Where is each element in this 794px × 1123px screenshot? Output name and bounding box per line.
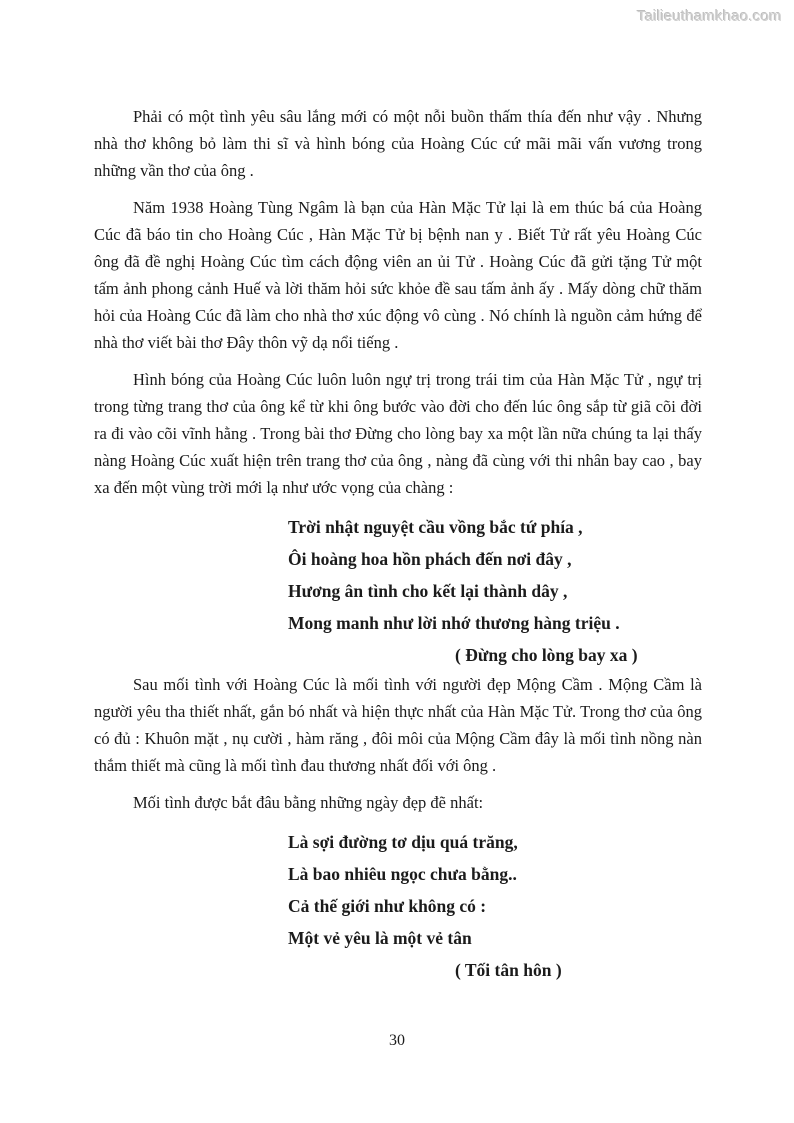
paragraph-4: Sau mối tình với Hoàng Cúc là mối tình với người đẹp Mộng Cầm . Mộng Cầm là người yêu tha thiết nhất, gắn bó nhất và hiện thực nhất của Hàn Mặc Tử. Trong thơ của ông có đủ : Khuôn mặt , nụ cười , hàm răng , đôi môi của Mộng Cầm đây là mối tình nồng nàn thắm thiết mà cũng là mối tình đau thương nhất đối với ông . [94,675,702,775]
poem-line: Trời nhật nguyệt cầu vồng bắc tứ phía , [288,517,583,537]
paragraph-5: Mối tình được bắt đâu bằng những ngày đẹp đẽ nhất: [133,793,484,812]
watermark: Tailieuthamkhao.com [637,8,782,25]
paragraph-2: Năm 1938 Hoàng Tùng Ngâm là bạn của Hàn Mặc Tử lại là em thúc bá của Hoàng Cúc đã báo tin cho Hoàng Cúc , Hàn Mặc Tử bị bệnh nan y . Biết Tử rất yêu Hoàng Cúc ông đã đề nghị Hoàng Cúc tìm cách động viên an ủi Tử . Hoàng Cúc đã gửi tặng Tử một tấm ảnh phong cảnh Huế và lời thăm hỏi sức khỏe đề sau tấm ảnh ấy . Mấy dòng chữ thăm hỏi của Hoàng Cúc đã làm cho nhà thơ xúc động vô cùng . Nó chính là nguồn cảm hứng để nhà thơ viết bài thơ Đây thôn vỹ dạ nổi tiếng . [94,198,702,352]
poem-line: Mong manh như lời nhớ thương hàng triệu . [288,613,620,633]
page-number: 30 [389,1032,405,1049]
poem-line: Một vẻ yêu là một vẻ tân [288,928,472,948]
poem-line: Ôi hoàng hoa hồn phách đến nơi đây , [288,549,572,569]
poem-attribution: ( Tối tân hôn ) [455,960,562,980]
poem-toi-tan-hon [288,826,702,986]
poem-line: Là sợi đường tơ dịu quá trăng, [288,832,518,852]
page-content [94,103,702,986]
paragraph-3: Hình bóng của Hoàng Cúc luôn luôn ngự trị trong trái tim của Hàn Mặc Tử , ngự trị trong từng trang thơ của ông kể từ khi ông bước vào đời cho đến lúc ông sắp từ giã cõi đời ra đi vào cõi vĩnh hằng . Trong bài thơ Đừng cho lòng bay xa một lần nữa chúng ta lại thấy nàng Hoàng Cúc xuất hiện trên trang thơ của ông , nàng đã cùng với thi nhân bay cao , bay xa đến một vùng trời mới lạ như ước vọng của chàng : [94,370,702,497]
poem-dung-cho-long-bay-xa [288,511,702,671]
poem-line: Hương ân tình cho kết lại thành dây , [288,581,568,601]
poem-line: Cả thế giới như không có : [288,896,487,916]
poem-attribution: ( Đừng cho lòng bay xa ) [455,645,638,665]
poem-line: Là bao nhiêu ngọc chưa bằng.. [288,864,517,884]
paragraph-1: Phải có một tình yêu sâu lắng mới có một nỗi buồn thấm thía đến như vậy . Nhưng nhà thơ không bỏ làm thi sĩ và hình bóng của Hoàng Cúc cứ mãi mãi vấn vương trong những vần thơ của ông . [94,107,702,180]
